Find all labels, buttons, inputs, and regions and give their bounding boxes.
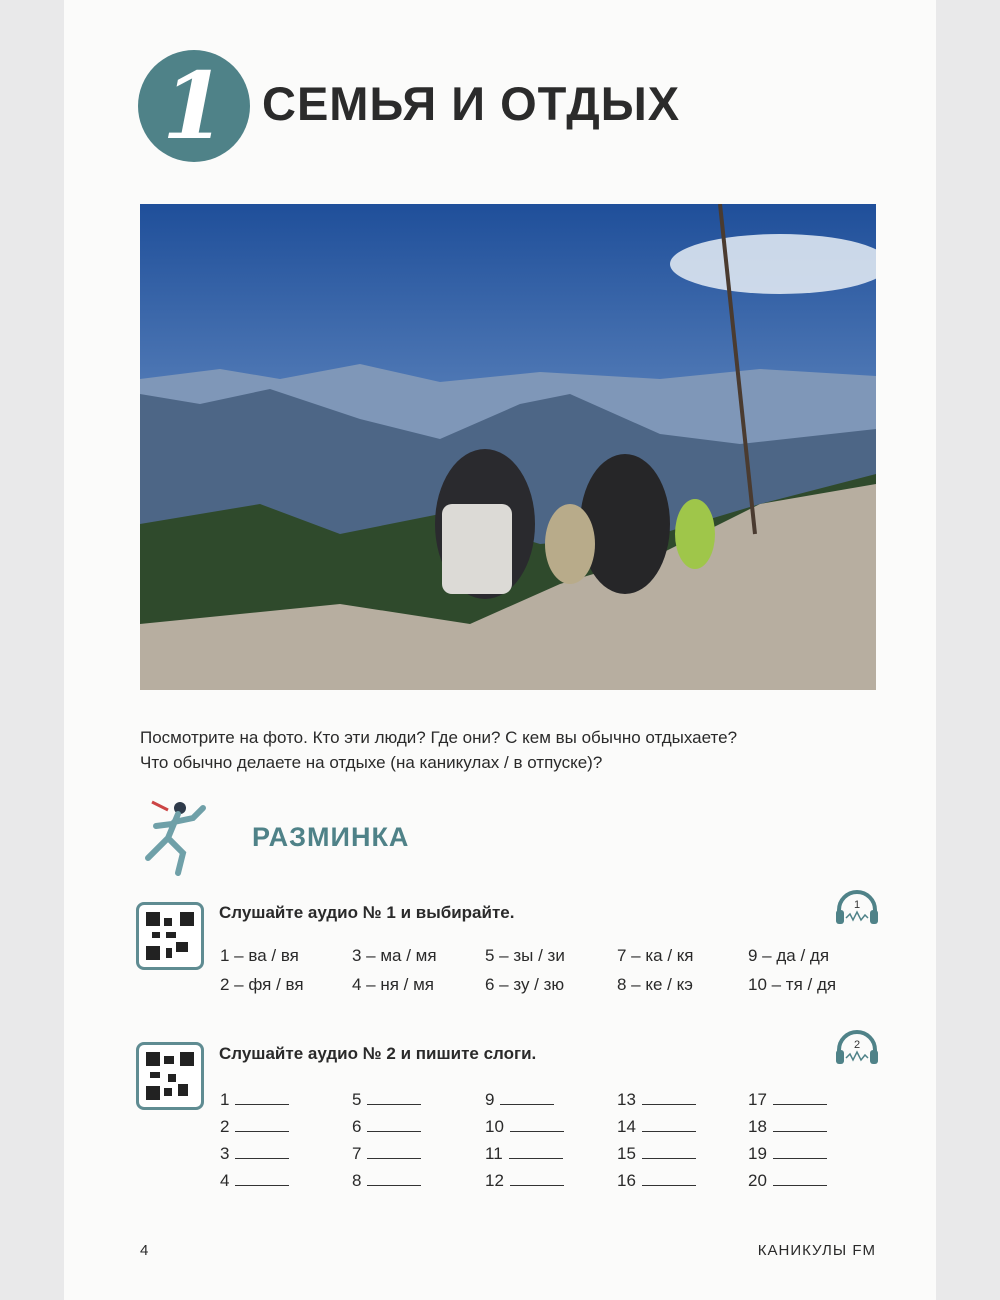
item-number: 4 — [220, 1171, 230, 1190]
syllable-option[interactable]: 9 – да / дя — [748, 946, 830, 965]
answer-line[interactable] — [367, 1170, 421, 1186]
answer-blank[interactable] — [748, 1116, 827, 1137]
svg-text:1: 1 — [853, 899, 861, 911]
item-number: 8 — [352, 1171, 362, 1190]
syllable-option[interactable]: 7 – ка / кя — [617, 946, 694, 965]
answer-line[interactable] — [773, 1116, 827, 1132]
answer-blank[interactable] — [485, 1170, 564, 1191]
answer-line[interactable] — [367, 1116, 421, 1132]
answer-line[interactable] — [510, 1116, 564, 1132]
answer-blank[interactable] — [352, 1143, 421, 1164]
item-number: 1 — [220, 1090, 230, 1109]
answer-line[interactable] — [642, 1116, 696, 1132]
qr-code-audio-1[interactable] — [136, 902, 204, 970]
answer-blank[interactable] — [617, 1089, 696, 1110]
item-number: 9 — [485, 1090, 495, 1109]
headphones-audio-icon[interactable] — [834, 1030, 880, 1071]
item-number: 7 — [352, 1144, 362, 1163]
item-number: 11 — [485, 1144, 503, 1163]
answer-blank[interactable] — [220, 1089, 289, 1110]
answer-blank[interactable] — [748, 1143, 827, 1164]
answer-blank[interactable] — [617, 1170, 696, 1191]
item-number: 20 — [748, 1171, 767, 1190]
svg-text:2: 2 — [853, 1039, 861, 1051]
item-number: 16 — [617, 1171, 636, 1190]
item-number: 14 — [617, 1117, 636, 1136]
answer-blank[interactable] — [748, 1170, 827, 1191]
answer-blank[interactable] — [352, 1116, 421, 1137]
answer-blank[interactable] — [485, 1089, 554, 1110]
item-number: 3 — [220, 1144, 230, 1163]
answer-line[interactable] — [773, 1143, 827, 1159]
syllable-option[interactable]: 1 – ва / вя — [220, 946, 299, 965]
answer-line[interactable] — [510, 1170, 564, 1186]
answer-blank[interactable] — [220, 1143, 289, 1164]
task-1-title: Слушайте аудио № 1 и выбирайте. — [219, 903, 515, 922]
section-title: РАЗМИНКА — [252, 822, 410, 852]
answer-line[interactable] — [367, 1143, 421, 1159]
syllable-option[interactable]: 6 – зу / зю — [485, 975, 565, 994]
item-number: 10 — [485, 1117, 504, 1136]
answer-blank[interactable] — [352, 1089, 421, 1110]
intro-question-2: Что обычно делаете на отдыхе (на каникулах / в отпуске)? — [140, 753, 603, 772]
syllable-option[interactable]: 2 – фя / вя — [220, 975, 304, 994]
answer-blank[interactable] — [617, 1116, 696, 1137]
answer-line[interactable] — [235, 1170, 289, 1186]
item-number: 19 — [748, 1144, 767, 1163]
chapter-number-badge: 1 — [138, 50, 250, 162]
item-number: 15 — [617, 1144, 636, 1163]
answer-blank[interactable] — [485, 1116, 564, 1137]
syllable-option[interactable]: 10 – тя / дя — [748, 975, 837, 994]
answer-line[interactable] — [642, 1143, 696, 1159]
answer-line[interactable] — [773, 1089, 827, 1105]
answer-blank[interactable] — [617, 1143, 696, 1164]
syllable-option[interactable]: 5 – зы / зи — [485, 946, 565, 965]
task-2-title: Слушайте аудио № 2 и пишите слоги. — [219, 1044, 537, 1063]
intro-question-1: Посмотрите на фото. Кто эти люди? Где они? С кем вы обычно отдыхаете? — [140, 728, 738, 747]
answer-blank[interactable] — [220, 1170, 289, 1191]
answer-line[interactable] — [367, 1089, 421, 1105]
chapter-title: СЕМЬЯ И ОТДЫХ — [262, 77, 681, 130]
answer-line[interactable] — [642, 1170, 696, 1186]
item-number: 13 — [617, 1090, 636, 1109]
answer-line[interactable] — [235, 1143, 289, 1159]
answer-line[interactable] — [642, 1089, 696, 1105]
page-number: 4 — [140, 1242, 149, 1259]
answer-line[interactable] — [235, 1116, 289, 1132]
item-number: 5 — [352, 1090, 362, 1109]
qr-code-audio-2[interactable] — [136, 1042, 204, 1110]
syllable-option[interactable]: 4 – ня / мя — [352, 975, 435, 994]
syllable-option[interactable]: 8 – ке / кэ — [617, 975, 693, 994]
answer-blank[interactable] — [748, 1089, 827, 1110]
answer-line[interactable] — [500, 1089, 554, 1105]
answer-line[interactable] — [509, 1143, 563, 1159]
answer-blank[interactable] — [352, 1170, 421, 1191]
item-number: 18 — [748, 1117, 767, 1136]
answer-blank[interactable] — [220, 1116, 289, 1137]
item-number: 6 — [352, 1117, 362, 1136]
answer-blank[interactable] — [485, 1143, 563, 1164]
item-number: 12 — [485, 1171, 504, 1190]
answer-line[interactable] — [773, 1170, 827, 1186]
syllable-option[interactable]: 3 – ма / мя — [352, 946, 437, 965]
headphones-audio-icon[interactable] — [834, 890, 880, 931]
answer-line[interactable] — [235, 1089, 289, 1105]
item-number: 2 — [220, 1117, 230, 1136]
family-mountain-photo — [140, 204, 876, 690]
item-number: 17 — [748, 1090, 767, 1109]
book-title: КАНИКУЛЫ FM — [757, 1242, 876, 1259]
runner-icon — [138, 798, 213, 883]
